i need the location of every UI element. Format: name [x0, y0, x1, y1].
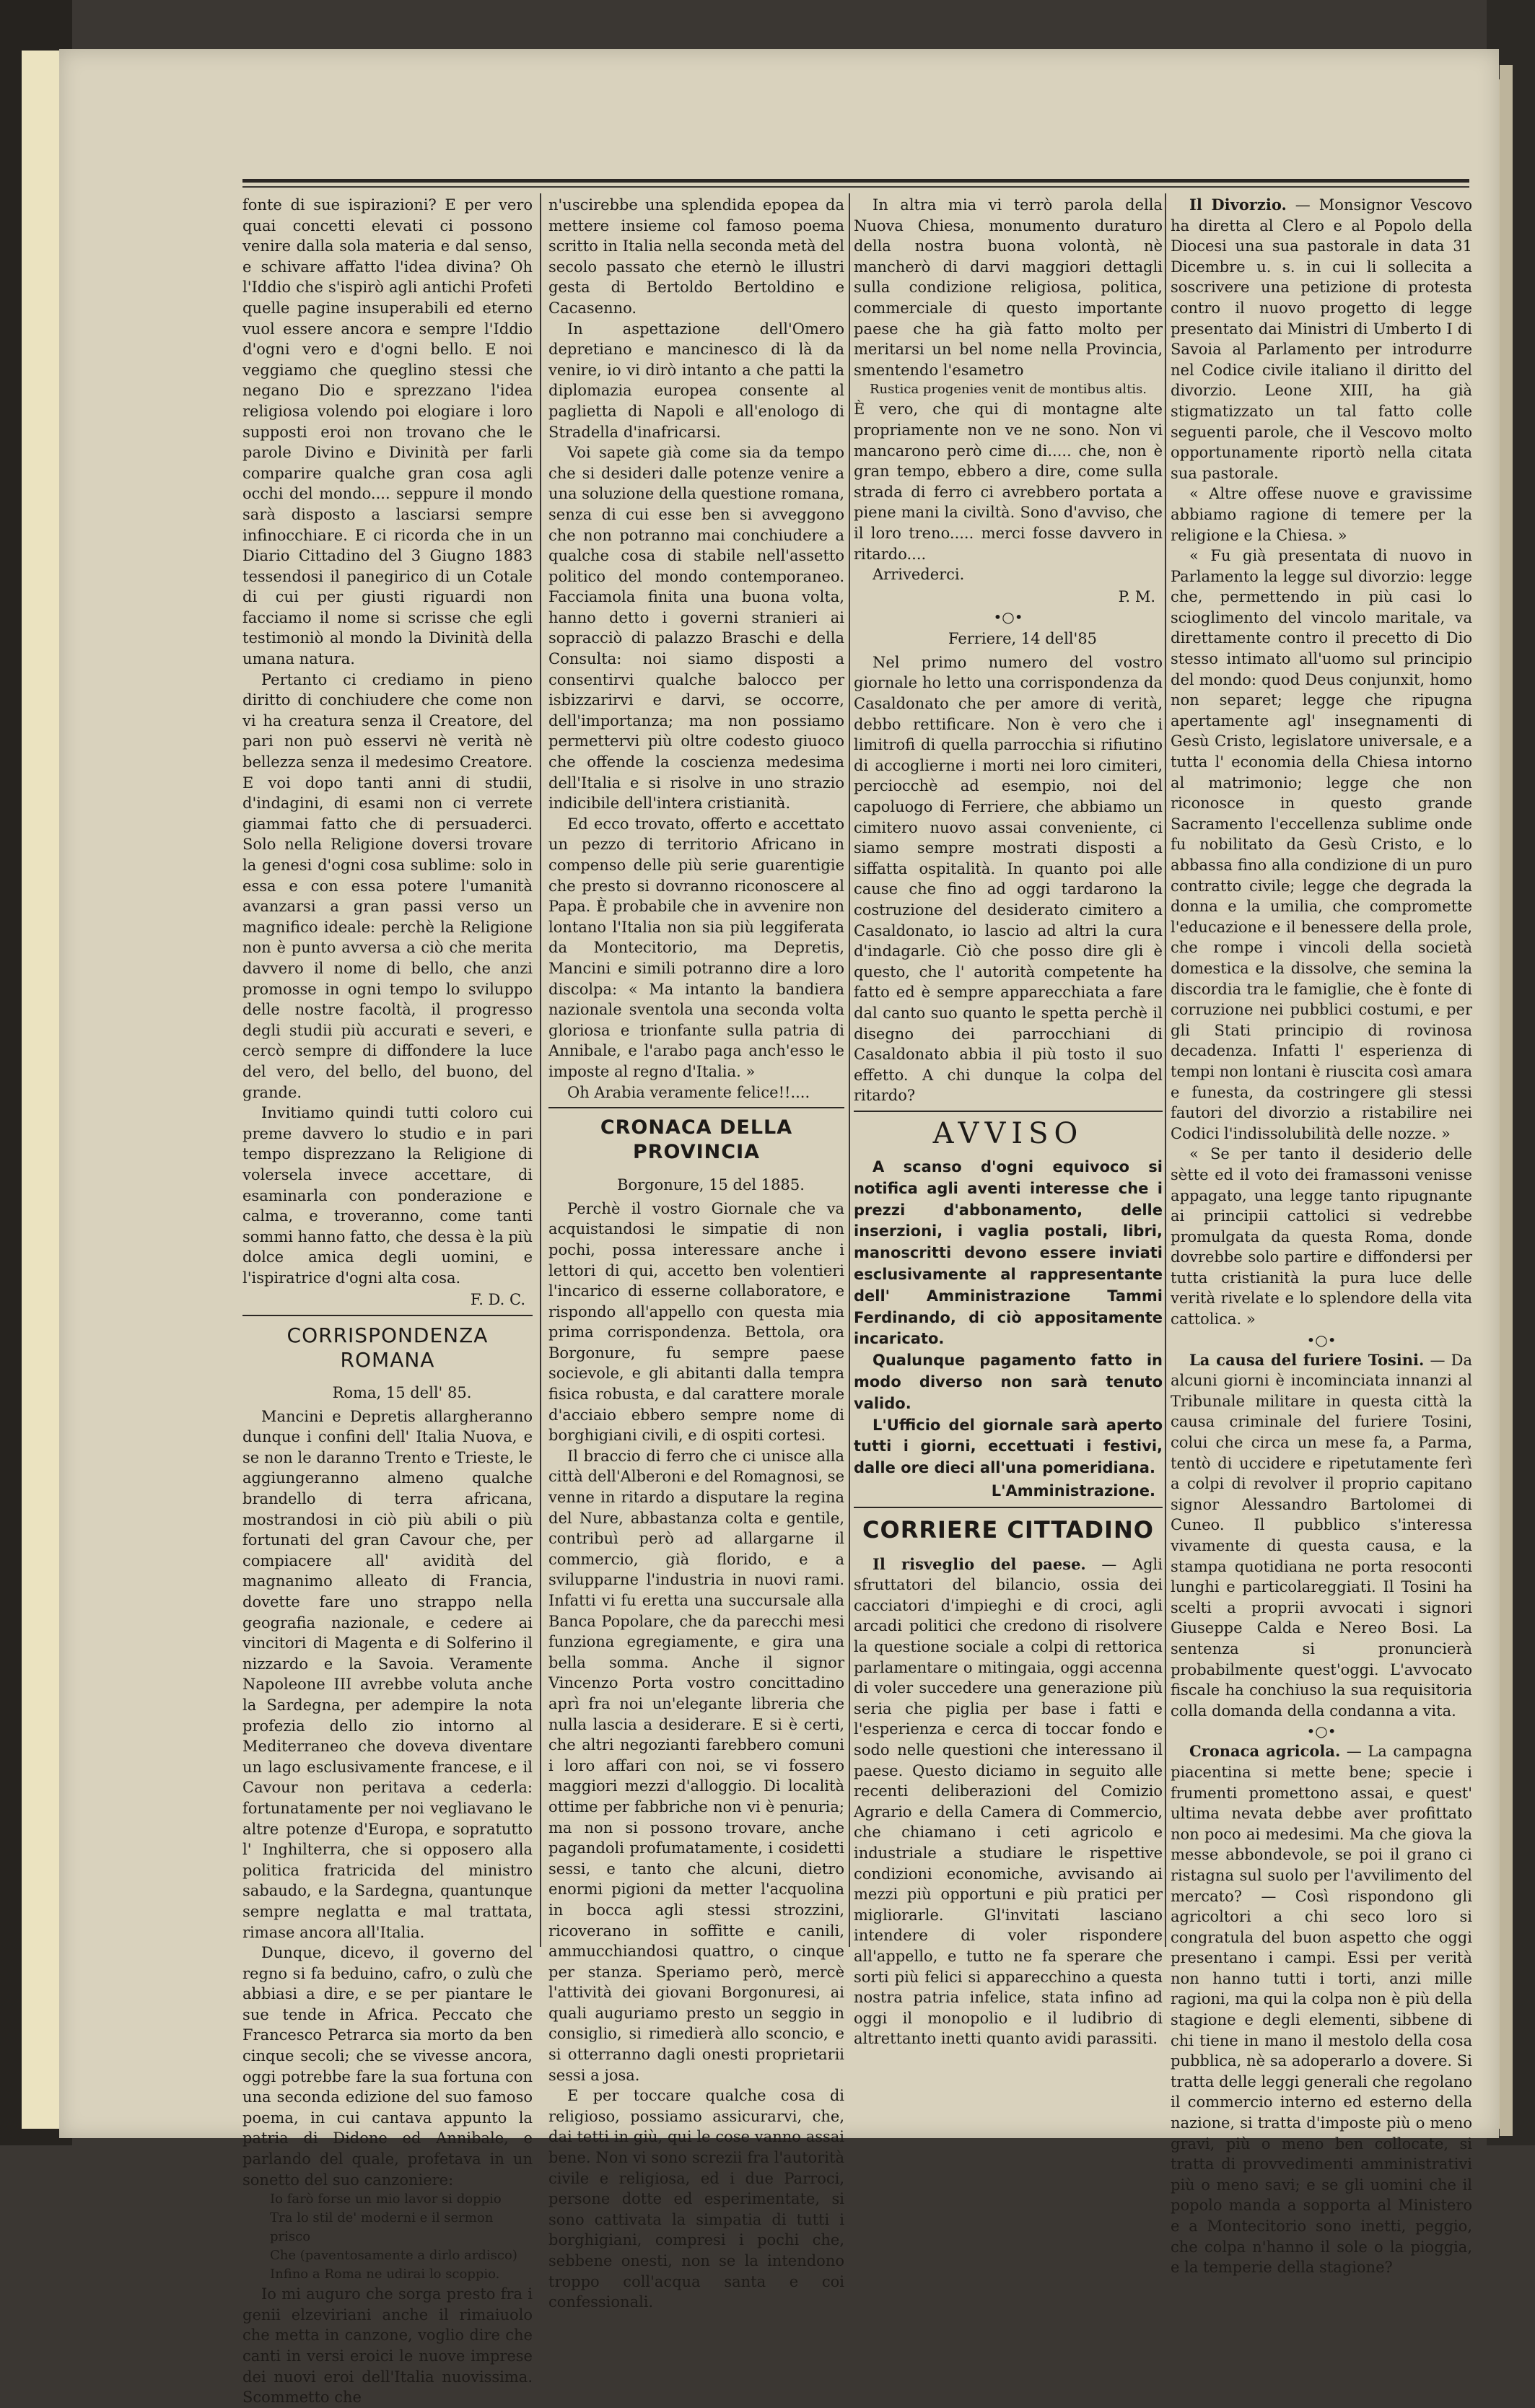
column-divider-2 [849, 193, 850, 1947]
article-paragraph [1171, 1350, 1472, 1722]
column-3 [854, 195, 1163, 2049]
article-paragraph: Ed ecco trovato, offerto e accettato un pezzo di territorio Africano in compenso delle più serie guarentigie che presto si dovranno riconoscere al Papa. È probabile che in avvenire non lontano l'Italia non sia più leggiferata da Montecitorio, ma Depretis, Mancini e simili potranno dire a loro discolpa: « Ma intanto la bandiera nazionale sventola una seconda volta gloriosa e trionfante sulla patria di Annibale, e l'arabo paga anch'esso le imposte al regno d'Italia. » [548, 815, 844, 1080]
notice-paragraph: Qualunque pagamento fatto in modo diverso non sarà tenuto valido. [854, 1352, 1163, 1412]
section-title: CRONACA DELLA PROVINCIA [600, 1116, 793, 1164]
column-divider-3 [1165, 193, 1166, 1947]
verse-line: Infino a Roma ne udirai lo scoppio. [270, 2267, 500, 2282]
article-paragraph: Voi sapete già come sia da tempo che si desideri dalle potenze venire a una soluzione della questione romana, senza di cui esse ben si avveggono che non potranno mai conchiudere a qualche cosa di stabile nell'assetto politico del mondo contemporaneo. Facciamola finita una buona volta, hanno detto i governi stranieri ai sopracciò di palazzo Braschi e della Consulta: noi siamo disposti a consentirvi qualche balocco per isbizzarirvi e darvi, se occorre, dell'importanza; ma non possiamo permettervi più oltre codesto giuoco che offende la coscienza medesima dell'Italia e si risolve in uno strazio indicibile dell'intera cristianità. [548, 444, 844, 813]
dateline: Borgonure, 15 del 1885. [617, 1176, 805, 1194]
verse-line: Io farò forse un mio lavor si doppio [270, 2192, 502, 2207]
article-text: — Agli sfruttatori del bilancio, ossia dei cacciatori d'impieghi e di croci, agli arcadi politici che credono di risolvere la questione sociale a colpi di rettorica parlamentare o mitingaia, oggi accenna di voler succedere una generazione più seria che piglia per base i fatti e l'esperienza e cerca di toccar fondo e sodo nelle questioni che interessano il paese. Questo diciamo in seguito alle recenti deliberazioni del Comizio Agrario e della Camera di Commercio, che chiamano i ceti agricolo e industriale a studiare le rispettive condizioni economiche, avvisando ai mezzi più opportuni e più pratici per migliorarle. Gl'invitati lasciano intendere di voler rispondere all'appello, e tutto ne fa sperare che sorti più felici si apparecchino a questa nostra patria infelice, stata infino ad oggi il monopolio e il ludibrio di altrettanto inetti quanto avidi parassiti. [854, 1555, 1163, 2048]
ornament-icon: •○• [1306, 1331, 1337, 1349]
section-title: CORRISPONDENZA ROMANA [287, 1323, 489, 1372]
article-paragraph: Pertanto ci crediamo in pieno diritto di conchiudere che come non vi ha creatura senza il Creatore, del pari non può esservi nè verità nè bellezza senza il medesimo Creatore. E voi dopo tanti anni di studii, d'indagini, di esami non ci verrete giammai fatto che di persuaderci. Solo nella Religione doversi trovare la genesi d'ogni cosa sublime: solo in essa e con essa potere l'umanità avanzarsi a gran passi verso un magnifico ideale: perchè la Religione non è punto avversa a ciò che merita davvero il nome di bello, che anzi promosse in ogni tempo lo sviluppo delle nostre facoltà, il progresso degli studii più accurati e severi, e cercò sempre di diffondere la luce del vero, del bello, del buono, del grande. [242, 670, 533, 1101]
signature: F. D. C. [470, 1291, 525, 1309]
ornament-icon: •○• [1306, 1722, 1337, 1741]
dateline: Roma, 15 dell' 85. [332, 1384, 472, 1402]
verse-line: Tra lo stil de' moderni e il sermon prisco [270, 2210, 494, 2245]
header-rule [242, 179, 1469, 183]
article-paragraph: Oh Arabia veramente felice!!.... [567, 1083, 810, 1101]
article-paragraph: In altra mia vi terrò parola della Nuova Chiesa, monumento duraturo della nostra buona volontà, nè mancherò di darvi maggiori dettagli sulla condizione religiosa, politica, commerciale di questo importante paese che ha già fatto molto per meritarsi un bel nome nella Provincia, smentendo l'esametro [854, 196, 1163, 379]
column-2 [548, 195, 844, 2313]
notice-title: AVVISO [932, 1116, 1084, 1150]
article-text: — Da alcuni giorni è incominciata innanzi al Tribunale militare in questa città la causa criminale del furiere Tosini, colui che circa un mese fa, a Parma, tentò di uccidere e ripetutamente ferì a colpi di revolver il proprio capitano signor Alessandro Bartolomei di Cuneo. Il pubblico s'interessa vivamente di questa causa, e la stampa quotidiana ne porta resoconti lunghi e particolareggiati. Il Tosini ha scelti a proprii avvocati i signori Giuseppe Calda e Nereo Bosi. La sentenza si pronuncierà probabilmente quest'oggi. L'avvocato fiscale ha conchiuso la sua requisitoria colla domanda della condanna a vita. [1171, 1351, 1472, 1720]
article-heading: Cronaca agricola. [1189, 1742, 1341, 1761]
column-1 [242, 195, 533, 2408]
section-rule [548, 1107, 844, 1108]
article-heading: La causa del furiere Tosini. [1189, 1350, 1425, 1369]
binding-strip [22, 51, 59, 2129]
article-paragraph: Dunque, dicevo, il governo del regno si fa beduino, cafro, o zulù che abbiasi a dire, e se per piantare le sue tende in Africa. Peccato che Francesco Petrarca sia morto da ben cinque secoli; che se vivesse ancora, oggi potrebbe fare la sua fortuna con una seconda edizione del suo famoso poema, in cui cantava appunto la patria di Didone ed Annibale, e parlando del quale, profetava in un sonetto del suo canzoniere: [242, 1944, 533, 2189]
article-paragraph: Io mi auguro che sorga presto fra i genii elzeviriani anche il rimaiuolo che metta in canzone, voglio dire che canti in versi eroici le nuove imprese dei nuovi eroi dell'Italia nuovissima. Scommetto che [242, 2285, 533, 2407]
article-paragraph: Arrivederci. [873, 566, 965, 584]
article-heading: Il risveglio del paese. [873, 1554, 1086, 1573]
article-paragraph: n'uscirebbe una splendida epopea da mettere insieme col famoso poema scritto in Italia nella seconda metà del secolo passato che eternò le illustri gesta di Bertoldo Bertoldino e Cacasenno. [548, 196, 844, 317]
article-paragraph: Perchè il vostro Giornale che va acquistandosi le simpatie di non pochi, possa interessare anche i lettori di qui, accetto ben volentieri l'incarico di esserne collaboratore, e rispondo all'appello con questa mia prima corrispondenza. Bettola, ora Borgonure, fu sempre paese socievole, e gli abitanti dalla tempra fisica robusta, e dal carattere morale d'acciaio ebbero sempre nome di borghigiani civili, e di ospiti cortesi. [548, 1199, 844, 1445]
article-paragraph: « Se per tanto il desiderio delle sètte ed il voto dei framassoni venisse appagato, una legge tanto ripugnante ai principii cattolici si vedrebbe promulgata da questa Roma, donde dovrebbe solo partire e diffondersi per tutta cristianità la pura luce delle verità rivelate e lo splendore della vita cattolica. » [1171, 1145, 1472, 1328]
article-paragraph: Mancini e Depretis allargheranno dunque i confini dell' Italia Nuova, e se non le daranno Trento e Trieste, le aggiungeranno almeno qualche brandello di terra africana, mostrandosi in ciò più abili o più fortunati del gran Cavour che, per compiacere all' avidità del magnanimo alleato di Francia, dovette fare uno strappo nella geografia nazionale, e cedere ai vincitori di Magenta e di Solferino il nizzardo e la Savoia. Veramente Napoleone III avrebbe voluta anche la Sardegna, per adempire la nota profezia dello zio intorno al Mediterraneo che doveva diventare un lago esclusivamente francese, e il Cavour non peritava a cederla: fortunatamente per noi vegliavano le altre potenze d'Europa, e sopratutto l' Inghilterra, che si opposero alla politica fratricida del ministro sabaudo, e la Sardegna, quantunque sempre neglatta e mal trattata, rimase ancora all'Italia. [242, 1407, 533, 1941]
article-paragraph: « Fu già presentata di nuovo in Parlamento la legge sul divorzio: legge che, permettendo in più casi lo scioglimento del vincolo maritale, va direttamente contro il precetto di Dio stesso intimato all'uomo sul principio del mondo: quod Deus conjunxit, homo non separet; legge che ripugna apertamente agl' insegnamenti di Gesù Cristo, legislatore universale, e a tutta l' economia della Chiesa intorno al matrimonio; legge che non riconosce in questo grande Sacramento l'eccellenza sublime onde fu nobilitato da Gesù Cristo, e lo abbassa fino alla condizione di un puro contratto civile; legge che degrada la donna e la umilia, che compromette l'educazione e il benessere della prole, che rompe i vincoli della società domestica e la dissolve, che semina la discordia tra le famiglie, che è fonte di corruzione nei pubblici costumi, e per gli Stati principio di rovinosa decadenza. Infatti l' esperienza di tempi non lontani è riuscita così amara e funesta, da costringere gli stessi fautori del divorzio a ristabilire nei Codici l'indissolubilità delle nozze. » [1171, 547, 1472, 1142]
latin-quote: Rustica progenies venit de montibus altis. [869, 382, 1147, 398]
article-paragraph: fonte di sue ispirazioni? E per vero quai concetti elevati ci possono venire dalla sola materia e dal senso, e schivare affatto l'idea divina? Oh l'Iddio che s'ispirò agli antichi Profeti quelle pagine insuperabili ed eterno vuol essere ancora e sempre l'Iddio d'ogni vero e d'ogni bello. E noi veggiamo che queglino stessi che negano Dio e sprezzano l'idea religiosa volendo poi elogiare i loro supposti eroi non trovano che le parole Divino e Divinità per farli comparire qualche gran cosa agli occhi del mondo.... seppure il mondo sarà disposto a lasciarsi sempre infinocchiare. E ci ricorda che in un Diario Cittadino del 3 Giugno 1883 tessendosi il panegirico di un Cotale di cui per giusti riguardi non facciamo il nome si scrisse che egli testimoniò al mondo la Divinità della umana natura. [242, 196, 533, 668]
notice-body [854, 1157, 1163, 1502]
article-paragraph [1171, 195, 1472, 483]
ornament-icon: •○• [993, 608, 1023, 626]
article-paragraph: In aspettazione dell'Omero depretiano e mancinesco di là da venire, io vi dirò intanto a che patti la diplomazia europea consente al paglietta di Napoli e all'enologo di Stradella d'inafricarsi. [548, 320, 844, 441]
notice-paragraph: L'Ufficio del giornale sarà aperto tutti i giorni, eccettuati i festivi, dalle ore dieci all'una pomeridiana. [854, 1416, 1163, 1477]
section-rule [242, 1315, 533, 1316]
article-text: — La campagna piacentina si mette bene; specie i frumenti promettono assai, e quest' ultima nevata debbe aver profittato non poco ai medesimi. Ma che giova la messe abbondevole, se poi il grano ci ristagna sul suolo per l'avvilimento del mercato? — Così rispondono gli agricoltori a chi seco loro si congratula del buon aspetto che oggi presentano i campi. Essi per verità non hanno tutti i torti, anzi mille ragioni, ma qui la colpa non è più della stagione e degli elementi, sibbene di chi tiene in mano il mestolo della cosa pubblica, nè sa adoperarlo a dovere. Si tratta delle leggi generali che regolano il commercio interno ed esterno della nazione, si tratta d'imposte più o meno gravi, più o meno ben collocate, si tratta di provvedimenti amministrativi più o meno savi; e se gli uomini che il popolo manda a sopporta al Ministero e a Montecitorio sono inetti, peggio, che colpa n'hanno il sole o la pioggia, e la temperie della stagione? [1171, 1743, 1473, 2277]
column-divider-1 [540, 193, 541, 1947]
header-rule-thin [242, 186, 1469, 188]
verse-line: Che (paventosamente a dirlo ardisco) [270, 2248, 517, 2264]
dateline: Ferriere, 14 dell'85 [948, 630, 1098, 648]
article-heading: Il Divorzio. [1189, 196, 1287, 214]
notice-paragraph: A scanso d'ogni equivoco si notifica agli aventi interesse che i prezzi d'abbonamento, delle inserzioni, i vaglia postali, libri, manoscritti devono essere inviati esclusivamente al rappresentante dell' Amministrazione Tammi Ferdinando, di ciò appositamente incaricato. [854, 1157, 1163, 1348]
article-paragraph [1171, 1741, 1472, 2277]
section-title: CORRIERE CITTADINO [862, 1515, 1154, 1544]
section-rule [854, 1111, 1163, 1112]
article-paragraph: E per toccare qualche cosa di religioso, possiamo assicurarvi, che, dai tetti in giù, qui le cose vanno assai bene. Non vi sono screzii fra l'autorità civile e religiosa, ed i due Parroci, persone dotte ed esperimentate, si sono cattivata la simpatia di tutti i borghigiani, compresi i pochi che, sebbene onesti, non se la intendono troppo coll'acqua santa e coi confessionali. [548, 2087, 844, 2311]
article-paragraph: « Altre offese nuove e gravissime abbiamo ragione di temere per la religione e la Chiesa. » [1171, 485, 1472, 544]
signature: P. M. [1118, 587, 1155, 605]
article-paragraph: Invitiamo quindi tutti coloro cui preme davvero lo studio e in pari tempo disprezzano la Religione di volersela invece accettare, di esaminarla con ponderazione e calma, e troveranno, come tanti sommi hanno fatto, che dessa è la più dolce amica degli uomini, e l'ispiratrice d'ogni alta cosa. [242, 1104, 533, 1287]
article-paragraph: Il braccio di ferro che ci unisce alla città dell'Alberoni e del Romagnosi, se venne in ritardo a disputare la regina del Nure, abbastanza colta e gentile, contribuì però ad allargarne il commercio, già florido, e a svilupparne l'industria in nuovi rami. Infatti vi fu eretta una succursale alla Banca Popolare, che da parecchi mesi funziona egregiamente, e gira una bella somma. Anche il signor Vincenzo Porta vostro concittadino aprì fra noi un'elegante libreria che nulla lascia a desiderare. E si è certi, che altri negozianti farebbero comuni i loro affari con noi, se vi fossero maggiori mezzi d'alloggio. Di località ottime per fabbriche non vi è penuria; ma non si possono trovare, anche pagandoli profumatamente, i cosidetti sessi, e tanto che alcuni, dietro enormi pigioni da metter l'acquolina in bocca agli stessi strozzini, ricoverano in soffitte e canili, ammucchiandosi quattro, o cinque per stanza. Speriamo però, mercè l'attività dei giovani Borgonuresi, ai quali auguriamo presto un seggio in consiglio, si rimedierà allo sconcio, e si otterranno dagli onesti proprietarii sessi a josa. [548, 1447, 844, 2084]
section-rule [854, 1507, 1163, 1508]
notice-signature: L'Amministrazione. [991, 1481, 1155, 1499]
column-4 [1171, 195, 1472, 2278]
article-paragraph: Nel primo numero del vostro giornale ho letto una corrispondenza da Casaldonato che per amore di verità, debbo rettificare. Non è vero che i limitrofi di quella parrocchia si rifiutino di accoglierne i morti nei loro cimiteri, perciocchè ad esempio, noi del capoluogo di Ferriere, che abbiamo un cimitero nuovo assai conveniente, ci siamo sempre mostrati disposti a siffatta ospitalità. In quanto poi alle cause che fino ad oggi tardarono la costruzione del desiderato cimitero a Casaldonato, io lascio ad altri la cura d'indagarle. Ciò che posso dire gli è questo, che l' autorità competente ha fatto ed è sempre apparecchiata a fare dal canto suo quanto le spetta perchè il disegno dei parrocchiani di Casaldonato abbia il più tosto il suo effetto. A chi dunque la colpa del ritardo? [854, 653, 1163, 1105]
article-paragraph: È vero, che qui di montagne alte propriamente non ve ne sono. Non vi mancarono però cime di..... che, non è gran tempo, ebbero a dire, come sulla strada di ferro ci avrebbero portata a piene mani la civiltà. Sono d'avviso, che il loro treno..... merci fosse davvero in ritardo.... [854, 400, 1163, 563]
article-text: — Monsignor Vescovo ha diretta al Clero e al Popolo della Diocesi una sua pastorale in data 31 Dicembre u. s. in cui li sollecita a soscrivere una petizione di protesta contro il nuovo progetto di legge presentato dai Ministri di Umberto I di Savoia al Parlamento per introdurre nel Codice civile italiano il diritto del divorzio. Leone XIII, ha già stigmatizzato un tal fatto colle seguenti parole, che il Vescovo molto opportunamente riportò nella citata sua pastorale. [1171, 196, 1472, 482]
article-paragraph [854, 1554, 1163, 2049]
page-edge [1500, 65, 1513, 2136]
